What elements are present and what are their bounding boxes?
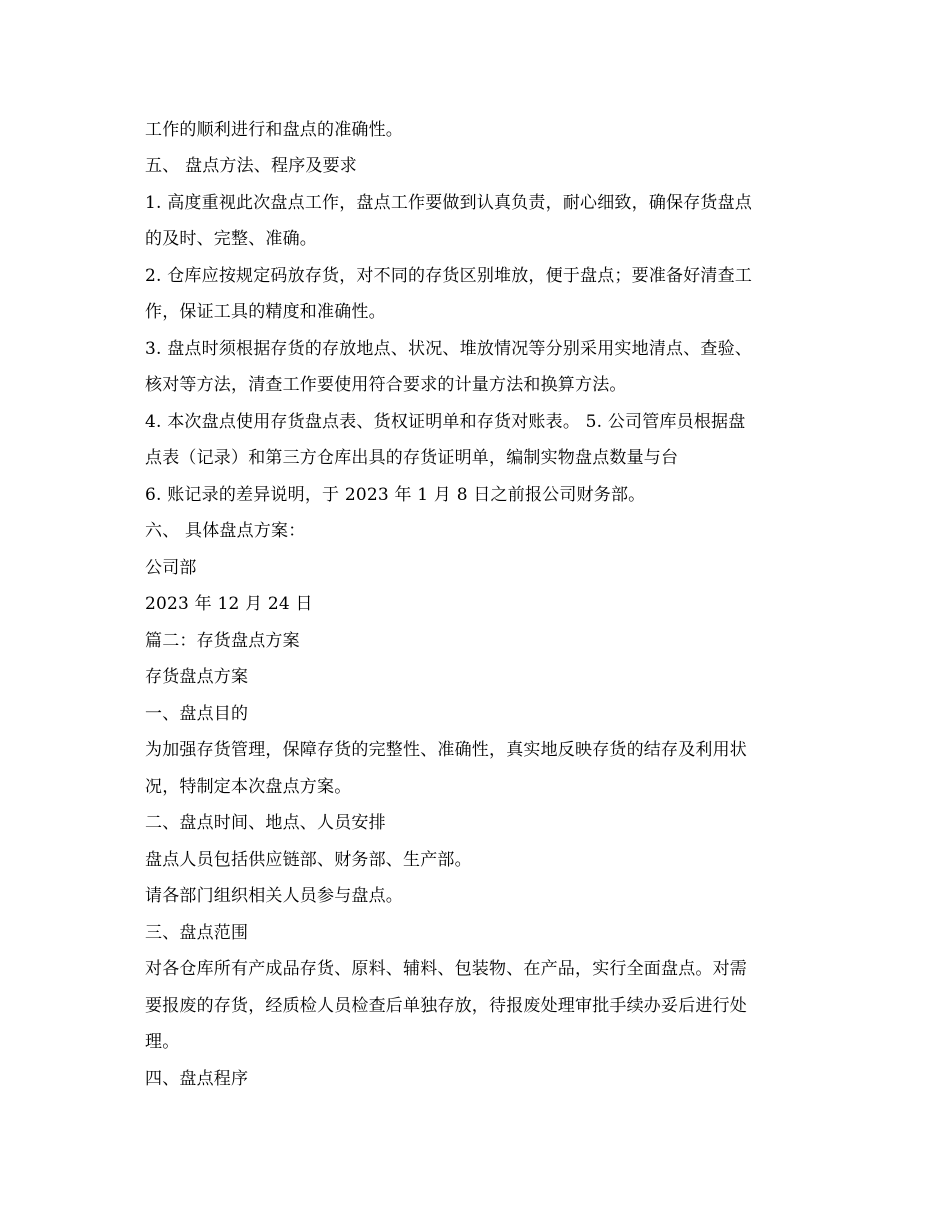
signature-date: 2023 年 12 月 24 日 (145, 594, 313, 614)
section-heading: 五、 盘点方法、程序及要求 (145, 156, 358, 176)
text-line: 对各仓库所有产成品存货、原料、辅料、包装物、在产品，实行全面盘点。对需 (145, 959, 747, 979)
text-line: 为加强存货管理，保障存货的完整性、准确性，真实地反映存货的结存及利用状 (145, 740, 747, 760)
text-line: 4. 本次盘点使用存货盘点表、货权证明单和存货对账表。 5. 公司管库员根据盘 (145, 412, 746, 432)
section-heading: 二、盘点时间、地点、人员安排 (145, 813, 386, 833)
section-heading: 四、盘点程序 (145, 1069, 249, 1089)
chapter-title: 篇二：存货盘点方案 (145, 631, 300, 651)
section-heading: 一、盘点目的 (145, 704, 249, 724)
text-line: 3. 盘点时须根据存货的存放地点、状况、堆放情况等分别采用实地清点、查验、 (145, 339, 753, 359)
text-line: 盘点人员包括供应链部、财务部、生产部。 (145, 850, 472, 870)
text-line: 核对等方法，清查工作要使用符合要求的计量方法和换算方法。 (145, 375, 627, 395)
text-line: 2. 仓库应按规定码放存货，对不同的存货区别堆放，便于盘点；要准备好清查工 (145, 266, 753, 286)
text-line: 况，特制定本次盘点方案。 (145, 777, 352, 797)
text-line: 作，保证工具的精度和准确性。 (145, 302, 386, 322)
text-line: 要报废的存货，经质检人员检查后单独存放，待报废处理审批手续办妥后进行处 (145, 996, 747, 1016)
text-line: 1. 高度重视此次盘点工作，盘点工作要做到认真负责，耐心细致，确保存货盘点 (145, 193, 753, 213)
text-line: 请各部门组织相关人员参与盘点。 (145, 886, 403, 906)
text-line: 理。 (145, 1032, 180, 1052)
section-heading: 三、盘点范围 (145, 923, 249, 943)
text-line: 工作的顺利进行和盘点的准确性。 (145, 120, 403, 140)
document-title: 存货盘点方案 (145, 667, 249, 687)
section-heading: 六、 具体盘点方案： (145, 521, 306, 541)
signature-department: 公司部 (145, 558, 197, 578)
text-line: 6. 账记录的差异说明，于 2023 年 1 月 8 日之前报公司财务部。 (145, 485, 646, 505)
text-line: 点表（记录）和第三方仓库出具的存货证明单，编制实物盘点数量与台 (145, 448, 679, 468)
text-line: 的及时、完整、准确。 (145, 229, 317, 249)
